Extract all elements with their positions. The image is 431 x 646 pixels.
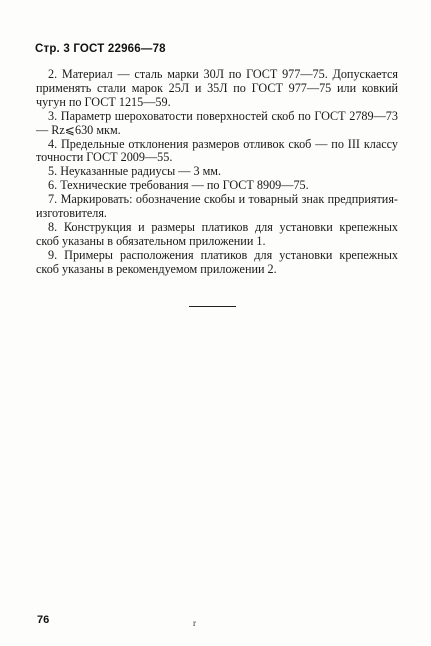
document-body bbox=[36, 68, 398, 277]
paragraph-roughness: 3. Параметр шероховатости поверхностей скоб по ГОСТ 2789—73 — Rz⩽630 мкм. bbox=[36, 108, 398, 137]
page-header: Стр. 3 ГОСТ 22966—78 bbox=[35, 43, 166, 55]
paragraph-technical-requirements: 6. Технические требования — по ГОСТ 8909—75. bbox=[48, 178, 309, 193]
paragraph-marking: 7. Маркировать: обозначение скобы и товарный знак предприятия-изготовителя. bbox=[36, 192, 398, 221]
paragraph-tolerances: 4. Предельные отклонения размеров отливок скоб — по III классу точности ГОСТ 2009—55. bbox=[36, 136, 398, 165]
page-number: 76 bbox=[37, 614, 50, 626]
paragraph-pad-design: 8. Конструкция и размеры платиков для установки крепежных скоб указаны в обязательном приложении 1. bbox=[36, 219, 398, 248]
section-divider bbox=[189, 306, 236, 307]
footer-mark: r bbox=[193, 618, 196, 628]
paragraph-pad-examples: 9. Примеры расположения платиков для установки крепежных скоб указаны в рекомендуемом приложении 2. bbox=[36, 247, 398, 276]
paragraph-radii: 5. Неуказанные радиусы — 3 мм. bbox=[48, 164, 222, 179]
paragraph-material: 2. Материал — сталь марки 30Л по ГОСТ 977—75. Допускается применять стали марок 25Л и 35Л по ГОСТ 977—75 или ковкий чугун по ГОСТ 1215—59. bbox=[36, 67, 398, 109]
